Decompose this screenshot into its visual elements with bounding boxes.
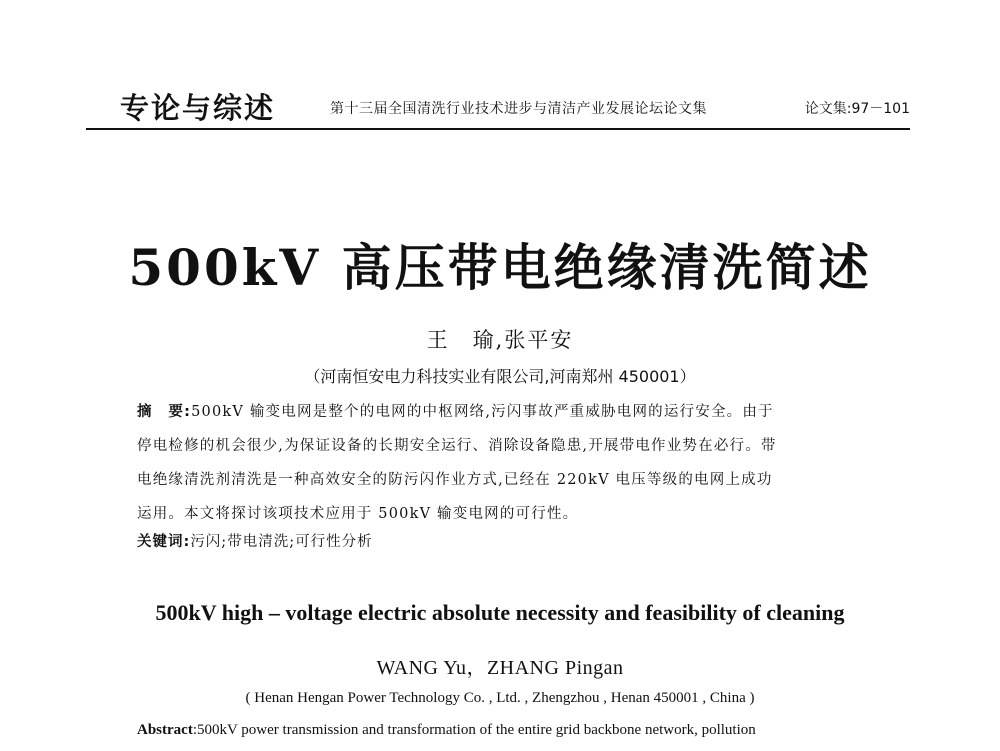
header-rule [86, 128, 910, 130]
page-range: 论文集:97－101 [804, 101, 910, 117]
affiliation: （河南恒安电力科技实业有限公司,河南郑州 450001） [304, 367, 696, 386]
running-header [120, 84, 910, 134]
abstract-english [137, 722, 877, 739]
article-title: 500kV 高压带电绝缘清洗简述 [128, 238, 872, 297]
keywords-text: 污闪;带电清洗;可行性分析 [190, 534, 373, 550]
keywords-chinese [137, 530, 373, 551]
abstract-chinese [137, 395, 867, 531]
section-label: 专论与综述 [120, 91, 276, 125]
proceedings-title: 第十三届全国清洗行业技术进步与清洁产业发展论坛论文集 [330, 101, 707, 117]
affiliation-english: ( Henan Hengan Power Technology Co. , Ltd. , Zhengzhou , Henan 450001 , China ) [245, 690, 755, 706]
keywords-label: 关键词: [137, 534, 191, 550]
abstract-label: 摘 要: [137, 404, 192, 420]
abstract-line: 电绝缘清洗剂清洗是一种高效安全的防污闪作业方式,已经在 220kV 电压等级的电网上成功 [137, 472, 773, 488]
abstract-line: 运用。本文将探讨该项技术应用于 500kV 输变电网的可行性。 [137, 506, 579, 522]
abstract-line: 摘 要:500kV 输变电网是整个的电网的中枢网络,污闪事故严重威胁电网的运行安全。由于 [137, 404, 774, 420]
article-title-english: 500kV high – voltage electric absolute necessity and feasibility of cleaning [155, 600, 845, 625]
abstract-english-text: :500kV power transmission and transformation of the entire grid backbone network, pollution [192, 722, 756, 738]
abstract-line: 停电检修的机会很少,为保证设备的长期安全运行、消除设备隐患,开展带电作业势在必行。带 [137, 438, 777, 454]
authors-english: WANG Yu，ZHANG Pingan [376, 657, 624, 679]
authors: 王 瑜,张平安 [426, 328, 574, 352]
abstract-english-label: Abstract [137, 722, 193, 738]
